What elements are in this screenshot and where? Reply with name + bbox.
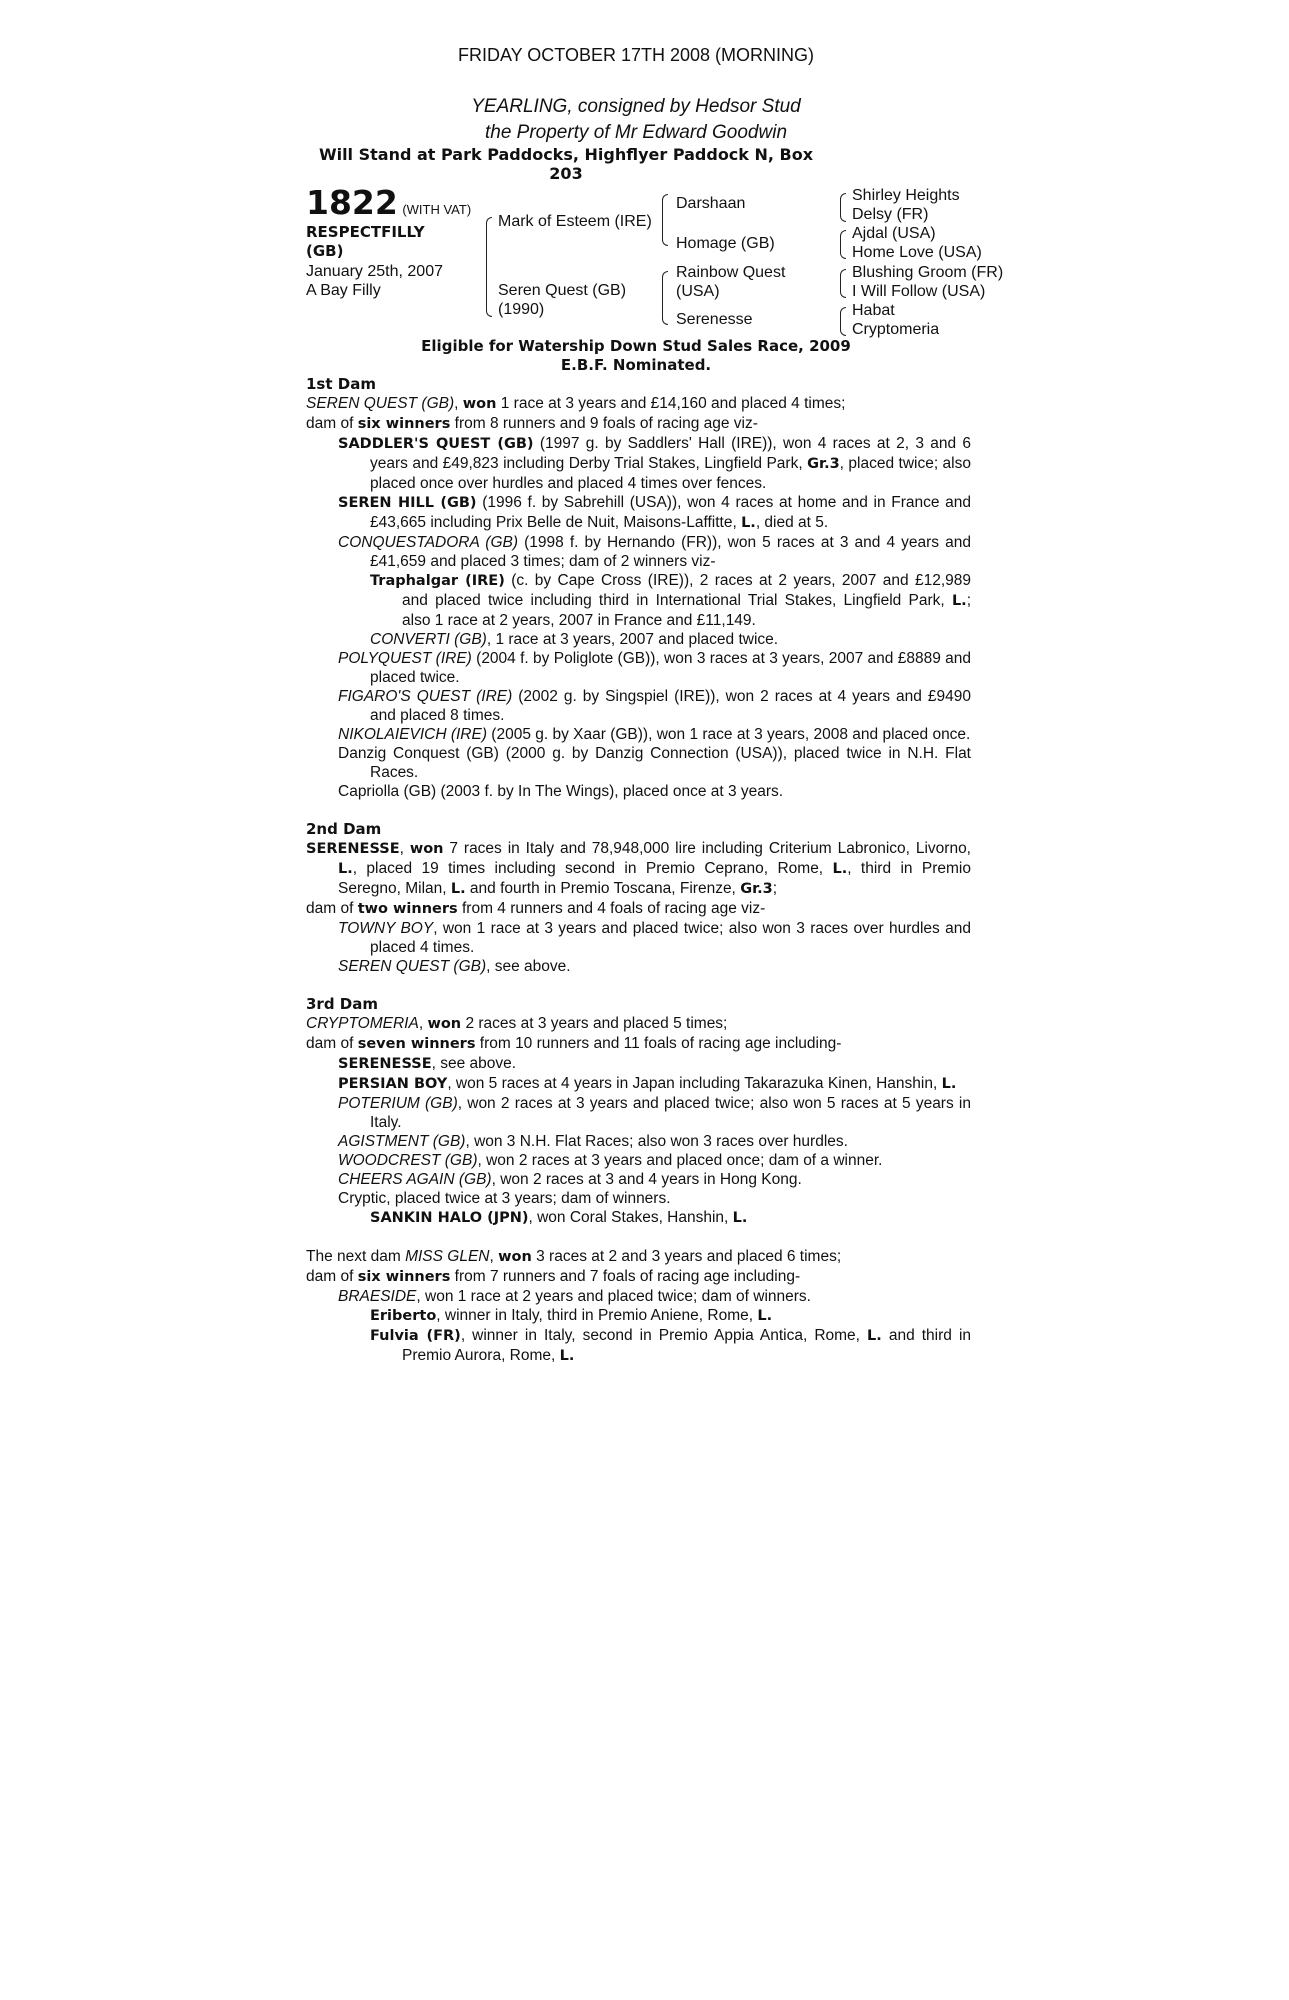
sale-date: FRIDAY OCTOBER 17TH 2008 (MORNING) [457, 45, 815, 65]
first-dam-heading: 1st Dam [306, 375, 376, 393]
pedigree-block [306, 183, 1026, 338]
stand-location: Will Stand at Park Paddocks, Highflyer Paddock N, Box 203 [318, 145, 814, 183]
pedigree-dam-sire: Rainbow Quest [676, 264, 786, 281]
pedigree-g3-6: I Will Follow (USA) [852, 283, 986, 300]
property-line: the Property of Mr Edward Goodwin [484, 122, 788, 143]
produce-entry: Eriberto, winner in Italy, third in Premio Aniene, Rome, L. [370, 1307, 773, 1324]
horse-name: RESPECTFILLY [306, 223, 425, 241]
eligibility-note [306, 337, 966, 375]
foaling-date: January 25th, 2007 [306, 263, 443, 280]
produce-entry: FIGARO'S QUEST (IRE) (2002 g. by Singspiel (IRE)), won 2 races at 4 years and £9490 and placed 8 times. [338, 688, 971, 724]
second-dam-record: SERENESSE, won 7 races in Italy and 78,948,000 lire including Criterium Labronico, Livorno, L., placed 19 times including second in Premio Ceprano, Rome, L., third in Premio Seregno, Milan, L. and fourth in Premio Toscana, Firenze, Gr.3; [306, 840, 971, 897]
produce-entry: SANKIN HALO (JPN), won Coral Stakes, Hanshin, L. [370, 1209, 748, 1226]
produce-entry: NIKOLAIEVICH (IRE) (2005 g. by Xaar (GB)), won 1 race at 3 years, 2008 and placed once. [338, 726, 971, 743]
sire-dam-brace [486, 217, 492, 317]
produce-entry: Cryptic, placed twice at 3 years; dam of winners. [338, 1190, 671, 1207]
produce-entry: POLYQUEST (IRE) (2004 f. by Poliglote (GB)), won 3 races at 3 years, 2007 and £8889 and placed twice. [338, 650, 972, 686]
pedigree-g3-7: Habat [852, 302, 895, 319]
produce-entry: SERENESSE, see above. [338, 1055, 517, 1072]
produce-entry: SADDLER'S QUEST (GB) (1997 g. by Saddlers' Hall (IRE)), won 4 races at 2, 3 and 6 years and £49,823 including Derby Trial Stakes, Lingfield Park, Gr.3, placed twice; also placed once over hurdles and placed 4 times over fences. [338, 435, 972, 492]
produce-entry: Fulvia (FR), winner in Italy, second in Premio Appia Antica, Rome, L. and third in Premio Aurora, Rome, L. [370, 1327, 972, 1364]
produce-entry: AGISTMENT (GB), won 3 N.H. Flat Races; also won 3 races over hurdles. [338, 1133, 848, 1150]
pedigree-g3-8: Cryptomeria [852, 321, 940, 338]
dam-line-brace [662, 271, 668, 325]
g3-brace-3 [840, 269, 846, 298]
pedigree-dam-year: (1990) [498, 301, 545, 318]
produce-entry: WOODCREST (GB), won 2 races at 3 years and placed once; dam of a winner. [338, 1152, 883, 1169]
horse-country: (GB) [306, 242, 344, 260]
second-dam-produce-summary: dam of two winners from 4 runners and 4 foals of racing age viz- [306, 900, 766, 917]
consignor-line: YEARLING, consigned by Hedsor Stud [471, 96, 801, 117]
horse-description: A Bay Filly [306, 282, 381, 299]
produce-entry: TOWNY BOY, won 1 race at 3 years and placed twice; also won 3 races over hurdles and placed 4 times. [338, 920, 971, 956]
next-dam-produce-summary: dam of six winners from 7 runners and 7 foals of racing age including- [306, 1268, 801, 1285]
next-dam-record: The next dam MISS GLEN, won 3 races at 2 and 3 years and placed 6 times; [306, 1248, 842, 1265]
third-dam-record: CRYPTOMERIA, won 2 races at 3 years and placed 5 times; [306, 1015, 728, 1032]
produce-entry: SEREN QUEST (GB), see above. [338, 958, 571, 975]
g3-brace-2 [840, 230, 846, 259]
sire-line-brace [662, 194, 668, 246]
g3-brace-4 [840, 307, 846, 336]
produce-entry: SEREN HILL (GB) (1996 f. by Sabrehill (USA)), won 4 races at home and in France and £43,665 including Prix Belle de Nuit, Maisons-Laffitte, L., died at 5. [338, 494, 971, 531]
lot-number: 1822 [306, 183, 398, 222]
produce-record [306, 375, 971, 1366]
pedigree-dam-sire-country: (USA) [676, 283, 720, 300]
pedigree-g3-3: Ajdal (USA) [852, 225, 936, 242]
second-dam-heading: 2nd Dam [306, 820, 382, 838]
produce-entry: Capriolla (GB) (2003 f. by In The Wings), placed once at 3 years. [338, 783, 784, 800]
first-dam-produce-summary: dam of six winners from 8 runners and 9 foals of racing age viz- [306, 415, 758, 432]
pedigree-g3-5: Blushing Groom (FR) [852, 264, 1004, 281]
pedigree-g3-4: Home Love (USA) [852, 244, 982, 261]
produce-entry: CONVERTI (GB), 1 race at 3 years, 2007 and placed twice. [370, 631, 779, 648]
pedigree-dam-dam: Serenesse [676, 311, 753, 328]
pedigree-sire: Mark of Esteem (IRE) [498, 213, 652, 230]
pedigree-g3-1: Shirley Heights [852, 187, 960, 204]
lot-number-line [306, 185, 471, 221]
produce-entry: POTERIUM (GB), won 2 races at 3 years and placed twice; also won 5 races at 5 years in Italy. [338, 1095, 971, 1131]
produce-entry: CONQUESTADORA (GB) (1998 f. by Hernando (FR)), won 5 races at 3 and 4 years and £41,659 and placed 3 times; dam of 2 winners viz- [338, 534, 971, 570]
pedigree-sire-dam: Homage (GB) [676, 235, 775, 252]
produce-entry: Danzig Conquest (GB) (2000 g. by Danzig Connection (USA)), placed twice in N.H. Flat Races. [338, 745, 971, 781]
g3-brace-1 [840, 193, 846, 222]
third-dam-produce-summary: dam of seven winners from 10 runners and 11 foals of racing age including- [306, 1035, 842, 1052]
vat-note: (WITH VAT) [402, 202, 472, 217]
pedigree-sire-sire: Darshaan [676, 195, 746, 212]
produce-entry: BRAESIDE, won 1 race at 2 years and placed twice; dam of winners. [338, 1288, 811, 1305]
pedigree-dam: Seren Quest (GB) [498, 282, 627, 299]
produce-entry: CHEERS AGAIN (GB), won 2 races at 3 and 4 years in Hong Kong. [338, 1171, 802, 1188]
eligibility-line: Eligible for Watership Down Stud Sales Race, 2009 [421, 337, 851, 355]
produce-entry: PERSIAN BOY, won 5 races at 4 years in Japan including Takarazuka Kinen, Hanshin, L. [338, 1075, 957, 1092]
third-dam-heading: 3rd Dam [306, 995, 378, 1013]
first-dam-record: SEREN QUEST (GB), won 1 race at 3 years and £14,160 and placed 4 times; [306, 395, 846, 412]
pedigree-g3-2: Delsy (FR) [852, 206, 929, 223]
produce-entry: Traphalgar (IRE) (c. by Cape Cross (IRE)), 2 races at 2 years, 2007 and £12,989 and placed twice including third in International Trial Stakes, Lingfield Park, L.; also 1 race at 2 years, 2007 in France and £11,149. [370, 572, 971, 629]
ebf-line: E.B.F. Nominated. [560, 356, 712, 374]
